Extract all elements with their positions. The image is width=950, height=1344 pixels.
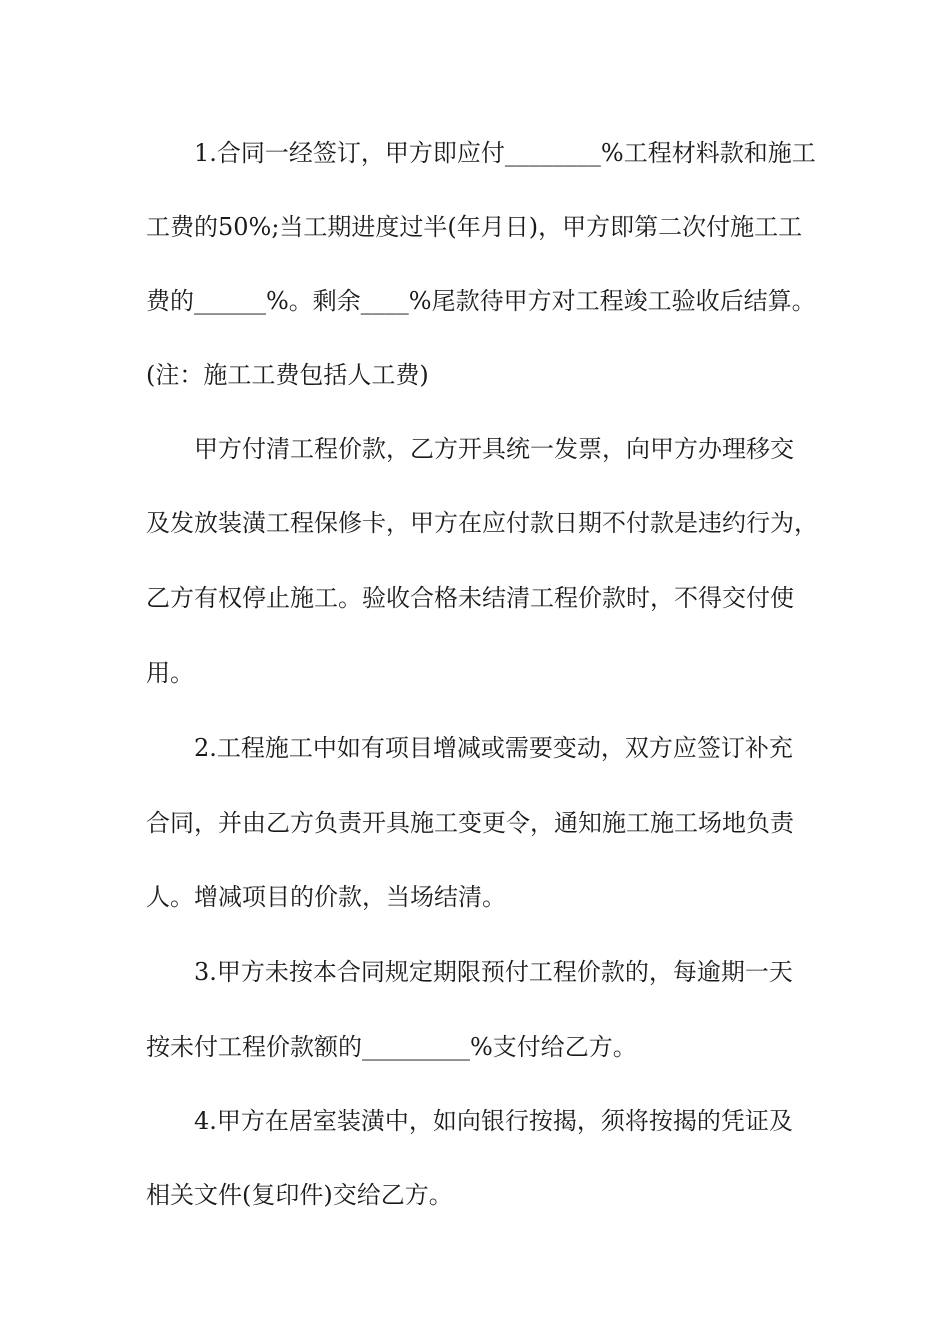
clause-3-line-1: 3.甲方未按本合同规定期限预付工程价款的，每逾期一天 <box>194 958 793 986</box>
payment-paragraph-line-1: 甲方付清工程价款，乙方开具统一发票，向甲方办理移交 <box>194 435 794 463</box>
payment-paragraph-line-4: 用。 <box>146 659 194 687</box>
payment-paragraph-line-3: 乙方有权停止施工。验收合格未结清工程价款时，不得交付使 <box>146 584 794 612</box>
clause-2-line-1: 2.工程施工中如有项目增减或需要变动，双方应签订补充 <box>194 734 793 762</box>
clause-4-line-1: 4.甲方在居室装潢中，如向银行按揭，须将按揭的凭证及 <box>194 1107 793 1135</box>
clause-2-line-3: 人。增减项目的价款，当场结清。 <box>146 883 506 911</box>
clause-1-note: (注：施工工费包括人工费) <box>146 361 429 389</box>
clause-2-line-2: 合同，并由乙方负责开具施工变更令，通知施工施工场地负责 <box>146 809 794 837</box>
clause-1-line-3: 费的______%。剩余____%尾款待甲方对工程竣工验收后结算。 <box>146 287 816 315</box>
clause-1-line-1: 1.合同一经签订，甲方即应付________%工程材料款和施工 <box>194 139 816 167</box>
clause-1-line-2: 工费的50%;当工期进度过半(年月日)，甲方即第二次付施工工 <box>146 213 803 241</box>
payment-paragraph-line-2: 及发放装潢工程保修卡，甲方在应付款日期不付款是违约行为， <box>146 509 818 537</box>
clause-3-line-2: 按未付工程价款额的_________%支付给乙方。 <box>146 1033 637 1061</box>
clause-4-line-2: 相关文件(复印件)交给乙方。 <box>146 1181 453 1209</box>
